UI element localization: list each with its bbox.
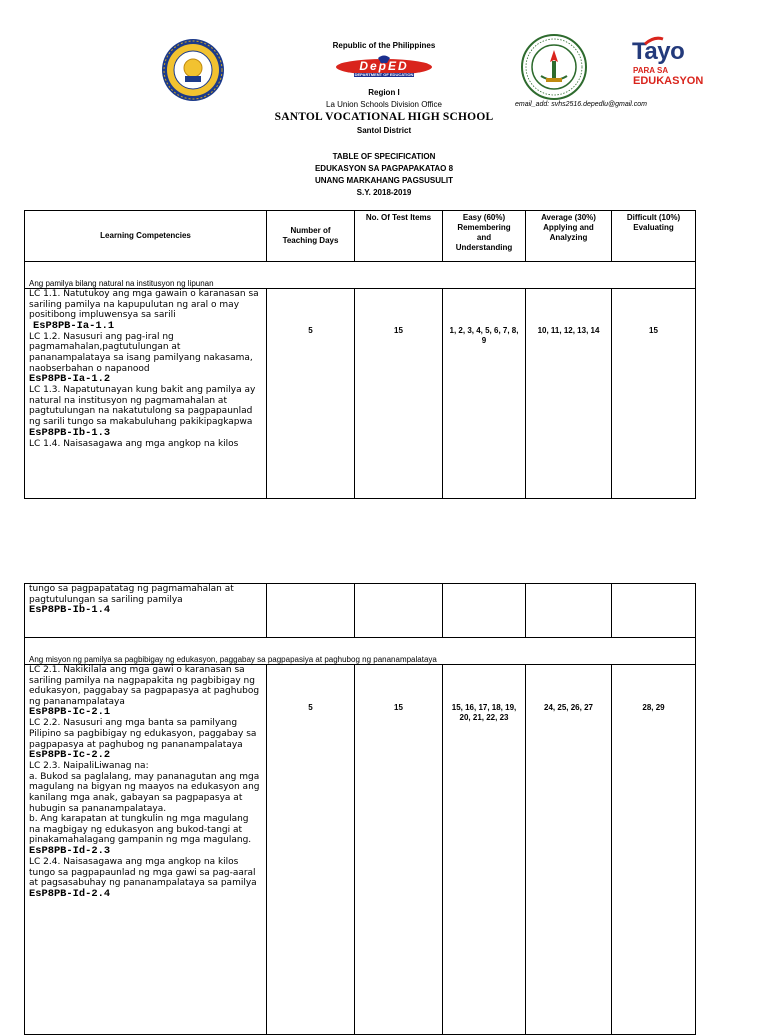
header-row (25, 211, 696, 262)
deped-tagline: DEPARTMENT OF EDUCATION (354, 72, 414, 77)
code-2-2: EsP8PB-Ic-2.2 (29, 749, 111, 762)
deped-wordmark-text: DepED (359, 59, 409, 73)
subject-line: EDUKASYON SA PAGPAPAKATAO 8 (314, 164, 454, 173)
lc-1-2: LC 1.2. Nasusuri ang pag-iral ng pagmamahalan,pagtutulungan at pananampalataya sa isang pamilyang nakasama, naobserbahan o napanood (29, 331, 253, 374)
lc-2-3: LC 2.3. NaipaliLiwanag na: (29, 761, 149, 772)
section-2-difficult: 28, 29 (612, 665, 696, 1035)
district-line: Santol District (356, 126, 412, 135)
header-difficult: Difficult (10%) Evaluating (612, 211, 696, 262)
lc-1-1: LC 1.1. Natutukoy ang mga gawain o karanasan sa sariling pamilya na kapupulutan ng aral o may positibong impluwensya sa sarili (29, 289, 259, 321)
tayo-big-text: Tayo (632, 38, 685, 65)
tayo-para-sa: PARA SA (633, 66, 669, 75)
empty-cell (526, 584, 612, 638)
header-competencies: Learning Competencies (25, 211, 267, 262)
header-average: Average (30%) Applying and Analyzing (526, 211, 612, 262)
header-easy: Easy (60%) Remembering and Understanding (443, 211, 526, 262)
deped-logo (334, 55, 434, 79)
code-1-2: EsP8PB-Ia-1.2 (29, 373, 111, 386)
section-1-easy: 1, 2, 3, 4, 5, 6, 7, 8, 9 (443, 289, 526, 499)
tos-title: TABLE OF SPECIFICATION (332, 152, 436, 161)
lc-1-3: LC 1.3. Napatutunayan kung bakit ang pamilya ay natural na institusyon ng pagmamahalan at pagtutulungan na nakatutulong sa pagpapaunlad ng sarili tungo sa makabuluhang pakikipagkapwa (29, 385, 256, 427)
section-2-average: 24, 25, 26, 27 (526, 665, 612, 1035)
tos-table-page-1 (24, 210, 696, 499)
lc-1-4: LC 1.4. Naisasagawa ang mga angkop na kilos (29, 438, 239, 449)
section-row (25, 262, 696, 289)
empty-cell (443, 584, 526, 638)
lc-2-4: LC 2.4. Naisasagawa ang mga angkop na kilos tungo sa pagpapaunlad ng mga gawi sa pag-aaral at pagsasabuhay ng pananampalataya sa pamilya (29, 856, 257, 889)
code-2-1: EsP8PB-Ic-2.1 (29, 706, 111, 719)
republic-line: Republic of the Philippines (332, 41, 436, 50)
continuation-row (25, 584, 696, 638)
section-2-title: Ang misyon ng pamilya sa pagbibigay ng edukasyon, paggabay sa pagpapasiya at paghubog ng pananampalataya (25, 638, 696, 665)
exam-line: UNANG MARKAHANG PAGSUSULIT (314, 176, 454, 185)
code-1-4: EsP8PB-Ib-1.4 (29, 604, 111, 617)
lc-2-1: LC 2.1. Nakikilala ang mga gawi o karanasan sa sariling pamilya na nagpapakita ng pagbibigay ng edukasyon, paggabay sa pagpapasya at paghubog ng pananampalataya (29, 665, 260, 707)
tayo-edukasyon: EDUKASYON (633, 75, 704, 87)
lc-2-2: LC 2.2. Nasusuri ang mga banta sa pamilyang Pilipino sa pagbibigay ng edukasyon, paggabay sa pagpapasya at paghubog ng pananampalataya (29, 718, 257, 750)
competency-row (25, 289, 696, 499)
division-line: La Union Schools Division Office (326, 100, 442, 109)
lc-2-3-a: a. Bukod sa paglalang, may pananagutan ang mga magulang na bigyan ng maayos na edukasyon ang kanilang mga anak, gabayan sa pagpapasya at hubugin sa pananampalataya. (29, 771, 260, 814)
tayo-swoosh-icon (644, 36, 664, 46)
region-line: Region I (368, 88, 400, 97)
section-2-competencies (25, 665, 267, 1035)
section-1-title: Ang pamilya bilang natural na institusyon ng lipunan (25, 262, 696, 289)
section-1-days: 5 (267, 289, 355, 499)
email-line: email_add: svhs2516.depedlu@gmail.com (515, 101, 648, 108)
code-1-1: EsP8PB-Ia-1.1 (33, 319, 115, 332)
school-name: SANTOL VOCATIONAL HIGH SCHOOL (274, 111, 494, 123)
section-1-items: 15 (355, 289, 443, 499)
section-1-difficult: 15 (612, 289, 696, 499)
section-row (25, 638, 696, 665)
lc-2-3-b: b. Ang karapatan at tungkulin ng mga magulang na magbigay ng edukasyon ang bukod-tangi at pinakamahalagang gampanin ng mga magulang. (29, 814, 252, 846)
school-year-line: S.Y. 2018-2019 (356, 188, 412, 197)
lc-1-4-cont: tungo sa pagpapatatag ng pagmamahalan at pagtutulungan sa sariling pamilya (29, 584, 234, 605)
code-2-4: EsP8PB-Id-2.4 (29, 887, 111, 900)
empty-cell (355, 584, 443, 638)
code-2-3: EsP8PB-Id-2.3 (29, 844, 111, 857)
section-2-days: 5 (267, 665, 355, 1035)
empty-cell (267, 584, 355, 638)
section-2-easy: 15, 16, 17, 18, 19, 20, 21, 22, 23 (443, 665, 526, 1035)
tos-table-page-2 (24, 583, 696, 1035)
header-test-items: No. Of Test Items (355, 211, 443, 262)
empty-cell (612, 584, 696, 638)
header-teaching-days: Number of Teaching Days (267, 211, 355, 262)
section-1-competencies (25, 289, 267, 499)
tayo-logo (630, 38, 704, 90)
section-1-continuation (25, 584, 267, 638)
competency-row (25, 665, 696, 1035)
section-2-items: 15 (355, 665, 443, 1035)
code-1-3: EsP8PB-Ib-1.3 (29, 426, 111, 439)
section-1-average: 10, 11, 12, 13, 14 (526, 289, 612, 499)
